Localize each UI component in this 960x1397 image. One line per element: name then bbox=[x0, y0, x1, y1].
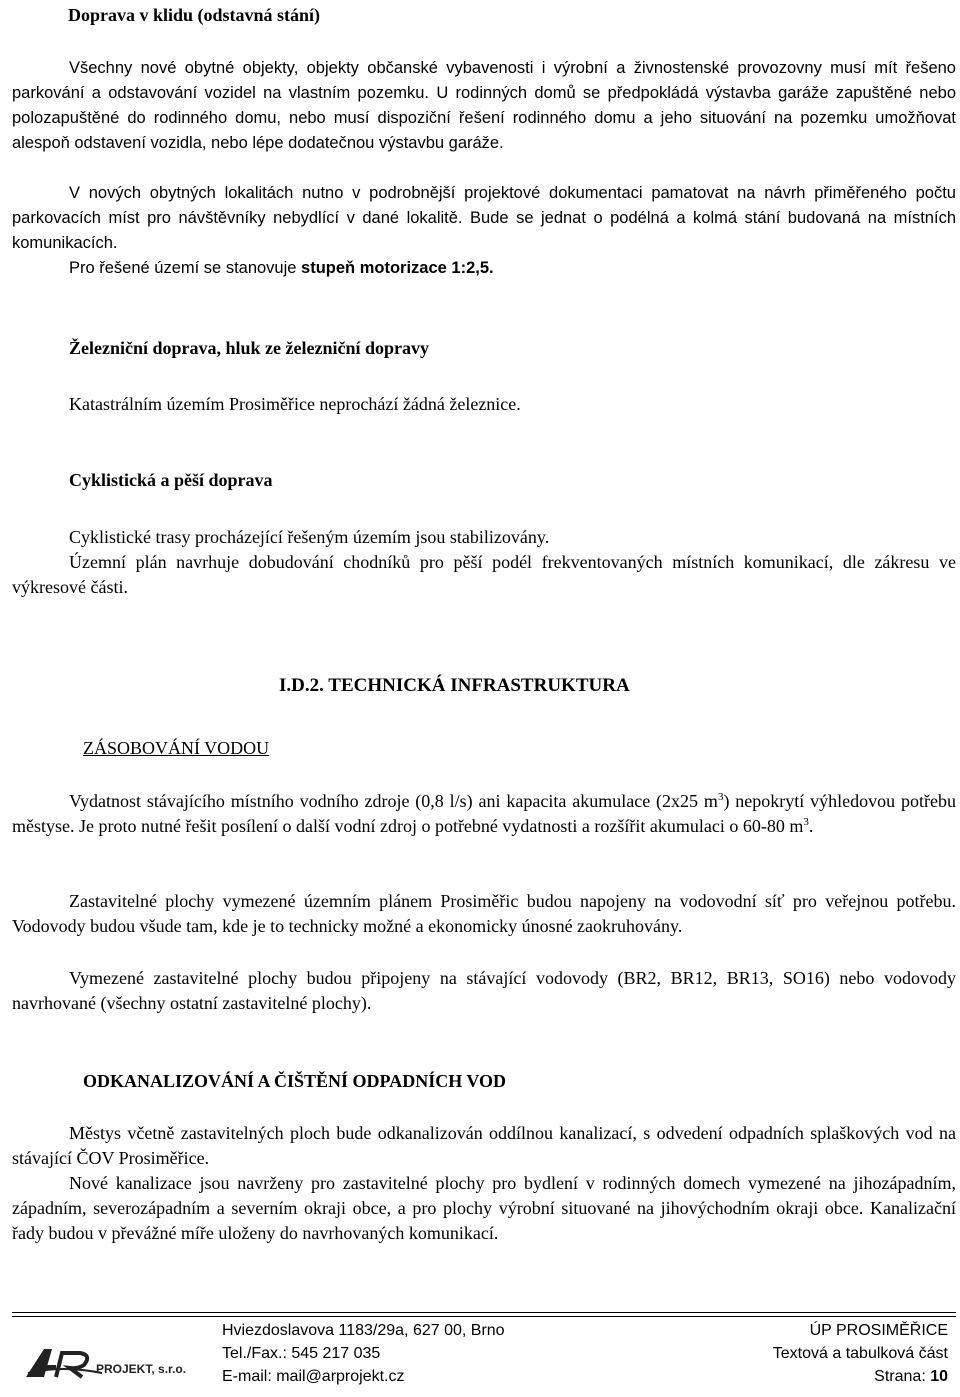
railway-text: Katastrálním územím Prosiměřice neprochází žádná železnice. bbox=[69, 394, 521, 414]
footer-address: Hviezdoslavova 1183/29a, 627 00, Brno bbox=[222, 1322, 505, 1339]
water-p1-superscript-2: 3 bbox=[803, 816, 809, 828]
footer-phone: Tel./Fax.: 545 217 035 bbox=[222, 1345, 381, 1362]
page-number-value: 10 bbox=[930, 1368, 948, 1385]
logo-text: PROJEKT, s.r.o. bbox=[96, 1362, 187, 1376]
motorization-paragraph bbox=[69, 256, 956, 281]
company-logo bbox=[22, 1343, 212, 1383]
water-paragraph-2: Zastavitelné plochy vymezené územním plánem Prosiměřic budou napojeny na vodovodní síť pro veřejnou potřebu. Vodovody budou všude tam, kde je to technicky možné a ekonomicky únosné zaokruhovány. bbox=[12, 891, 956, 936]
sewer-paragraph-2: Nové kanalizace jsou navrženy pro zastavitelné plochy pro bydlení v rodinných domech vymezené na jihozápadním, západním, severozápadním a severním okraji obce, a pro plochy výrobní situované na jihovýchodním okraji obce. Kanalizační řady budou v převážné míře uloženy do navrhovaných komunikací. bbox=[12, 1173, 956, 1243]
railway-heading: Železniční doprava, hluk ze železniční dopravy bbox=[69, 338, 429, 358]
parking-p1-sentence-2: U rodinných domů se předpokládá výstavba garáže zapuštěné nebo polozapuštěné do rodinného domu, nebo musí dispoziční řešení rodinného domu a jeho situování na pozemku umožňovat alespoň odstavení vozidla, nebo lépe dodatečnou výstavbu garáže. bbox=[12, 84, 956, 152]
footer-rule-top bbox=[12, 1312, 956, 1313]
water-p1-part-a: Vydatnost stávajícího místního vodního zdroje (0,8 l/s) ani kapacita akumulace (2x25 m bbox=[69, 791, 718, 811]
parking-p1-sentence-1: Všechny nové obytné objekty, objekty občanské vybavenosti i výrobní a živnostenské provozovny musí mít řešeno parkování a odstavování vozidel na vlastním pozemku. bbox=[12, 59, 956, 102]
parking-paragraph-1 bbox=[12, 56, 956, 156]
infrastructure-heading: I.D.2. TECHNICKÁ INFRASTRUKTURA bbox=[279, 675, 630, 696]
water-heading bbox=[83, 736, 269, 760]
page-label: Strana: bbox=[874, 1368, 931, 1385]
water-p1-part-b: ) nepokrytí výhledovou potřebu městyse. Je proto nutné řešit posílení o další vodní zdroj o potřebné vydatnosti a rozšířit akumulaci o 60-80 m bbox=[12, 791, 956, 836]
water-heading-text: ZÁSOBOVÁNÍ VODOU bbox=[83, 738, 270, 758]
water-paragraph-1 bbox=[12, 789, 956, 839]
cycling-paragraph-1: Cyklistické trasy procházející řešeným územím jsou stabilizovány. bbox=[69, 527, 550, 547]
cycling-heading: Cyklistická a pěší doprava bbox=[69, 470, 273, 490]
footer-part-title: Textová a tabulková část bbox=[772, 1345, 948, 1362]
footer-rule-bottom bbox=[12, 1316, 956, 1317]
motorization-level: stupeň motorizace 1:2,5. bbox=[301, 259, 494, 277]
water-p1-superscript-1: 3 bbox=[717, 791, 724, 803]
parking-paragraph-2: V nových obytných lokalitách nutno v podrobnější projektové dokumentaci pamatovat na návrh přiměřeného počtu parkovacích míst pro návštěvníky nebydlící v dané lokalitě. Bude se jednat o podélná a kolmá stání budovaná na místních komunikacích. bbox=[12, 184, 956, 252]
ar-logo-icon bbox=[22, 1343, 212, 1383]
footer-page-number bbox=[874, 1366, 948, 1388]
sewer-heading: ODKANALIZOVÁNÍ A ČIŠTĚNÍ ODPADNÍCH VOD bbox=[83, 1071, 507, 1091]
footer-email: E-mail: mail@arprojekt.cz bbox=[222, 1368, 405, 1385]
parking-heading: Doprava v klidu (odstavná stání) bbox=[68, 5, 321, 25]
water-p1-part-c: . bbox=[808, 816, 814, 836]
footer-plan-title: ÚP PROSIMĚŘICE bbox=[809, 1322, 948, 1339]
motorization-text: Pro řešené území se stanovuje bbox=[69, 259, 302, 277]
water-paragraph-3: Vymezené zastavitelné plochy budou připojeny na stávající vodovody (BR2, BR12, BR13, SO16) nebo vodovody navrhované (všechny ostatní zastavitelné plochy). bbox=[12, 968, 956, 1013]
cycling-paragraph-2: Územní plán navrhuje dobudování chodníků pro pěší podél frekventovaných místních komunikací, dle zákresu ve výkresové části. bbox=[12, 552, 956, 597]
sewer-paragraph-1: Městys včetně zastavitelných ploch bude odkanalizován oddílnou kanalizací, s odvedení odpadních splaškových vod na stávající ČOV Prosiměřice. bbox=[12, 1123, 956, 1168]
